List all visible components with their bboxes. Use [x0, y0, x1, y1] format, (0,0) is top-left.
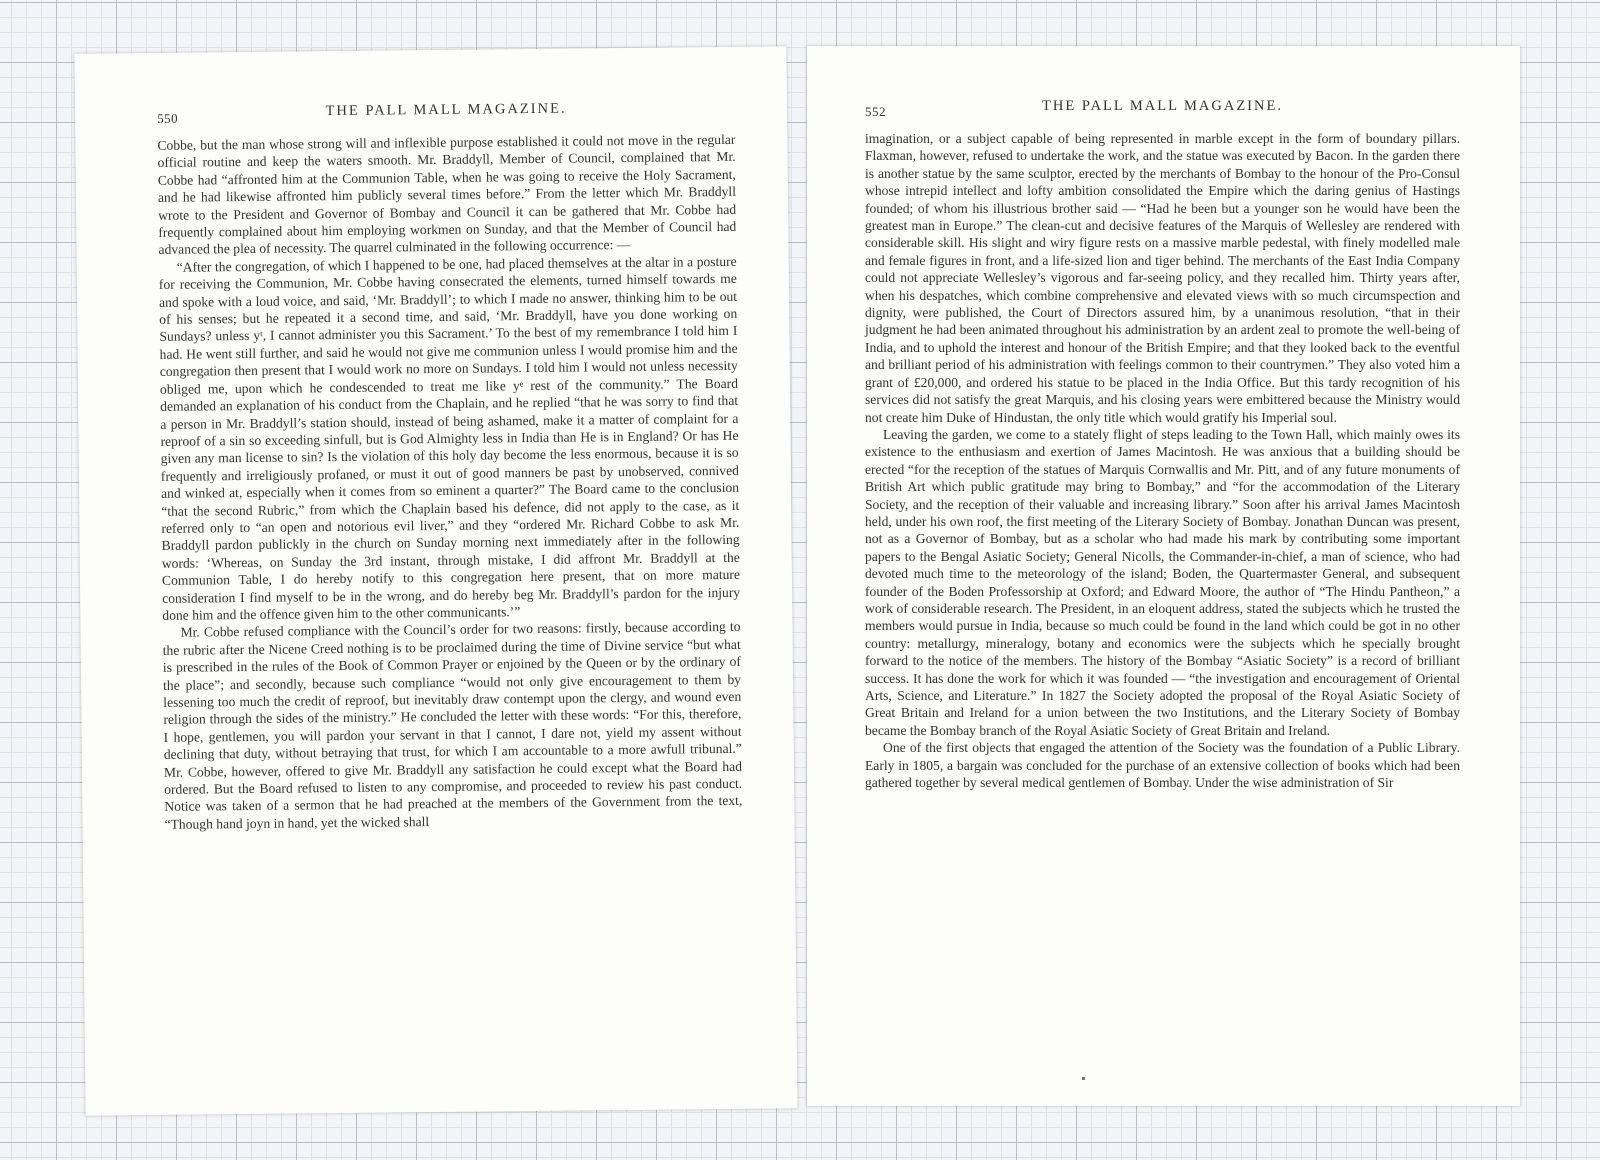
page-body — [157, 131, 742, 833]
paragraph: Cobbe, but the man whose strong will and inflexible purpose established it could not move in the regular official routine and keep the waters smooth. Mr. Braddyll, Member of Council, complained that Mr. Cobbe had “affronted him at the Communion Table, when he was going to receive the Holy Sacrament, and he had likewise affronted him publicly several times before.” From the letter which Mr. Braddyll wrote to the President and Governor of Bombay and Council it can be gathered that Mr. Cobbe had frequently complained about him employing workmen on Sunday, and that the Member of Council had advanced the plea of necessity. The quarrel culminated in the following occurrence: — — [157, 131, 737, 258]
page-header — [865, 98, 1460, 130]
paragraph: Mr. Cobbe refused compliance with the Council’s order for two reasons: firstly, because according to the rubric after the Nicene Creed nothing is to be proclaimed during the time of Divine service “but what is prescribed in the rules of the Book of Common Prayer or enjoined by the Queen or by the ordinary of the place”; and secondly, because such compliance “would not only give encouragement to them by lessening too much the credit of reproof, but inevitably draw contempt upon the clergy, and wound even religion through the sides of the ministry.” He concluded the letter with these words: “For this, therefore, I hope, gentlemen, you will pardon your servant in that I cannot, I dare not, yield my assent without declining that duty, without betraying that trust, for which I am accountable to a more awfull tribunal.” Mr. Cobbe, however, offered to give Mr. Braddyll any satisfaction he could except what the Board had ordered. But the Board refused to listen to any compromise, and proceeded to review his past conduct. Notice was taken of a sermon that he had preached at the members of the Government from the text, “Though hand joyn in hand, yet the wicked shall — [162, 619, 743, 832]
paragraph: Leaving the garden, we come to a stately flight of steps leading to the Town Hall, which mainly owes its existence to the enthusiasm and exertion of James Macintosh. He was anxious that a building should be erected “for the reception of the statues of Marquis Cornwallis and Mr. Pitt, and of any future monuments of British Art which public gratitude may bring to Bombay,” and “for the accommodation of the Literary Society, and the reception of their valuable and increasing library.” Soon after his arrival James Macintosh held, under his own roof, the first meeting of the Literary Society of Bombay. Jonathan Duncan was present, not as a Governor of Bombay, but as a scholar who had made his mark by contributing some important papers to the Bengal Asiatic Society; General Nicolls, the Commander-in-chief, a man of science, who had devoted much time to the meteorology of the island; Boden, the Quartermaster General, and subsequent founder of the Boden Professorship at Oxford; and Edward Moore, the author of “The Hindu Pantheon,” a work of considerable research. The President, in an eloquent address, stated the subjects which he trusted the members would pursue in India, because so much could be found in the land which could be got in no other country: metallurgy, mineralogy, botany and economics were the subjects which he specially brought forward to the notice of the members. The history of the Bombay “Asiatic Society” is a record of brilliant success. It has done the work for which it was founded — “the investigation and encouragement of Oriental Arts, Science, and Literature.” In 1827 the Society adopted the proposal of the Royal Asiatic Society of Great Britain and Ireland for a union between the two Institutions, and the Literary Society of Bombay became the Bombay branch of the Royal Asiatic Society of Great Britain and Ireland. — [865, 426, 1460, 738]
right-page — [807, 46, 1520, 1106]
dust-speck — [1082, 1077, 1085, 1080]
page-number: 550 — [157, 110, 179, 126]
paragraph: One of the first objects that engaged the attention of the Society was the foundation of a Public Library. Early in 1805, a bargain was concluded for the purchase of an extensive collection of books which had been gathered together by several medical gentlemen of Bombay. Under the wise administration of Sir — [865, 740, 1460, 791]
paragraph: “After the congregation, of which I happened to be one, had placed themselves at the altar in a posture for receiving the Communion, Mr. Cobbe having consecrated the elements, turned himself towards me and spoke with a loud voice, and said, ‘Mr. Braddyll’; to which I made no answer, thinking him to be out of his senses; but he repeated it a second time, and said, ‘Mr. Braddyll, have you done working on Sundays? unless yᵗ, I cannot administer you this Sacrament.’ To the best of my remembrance I told him I had. He went still further, and said he would not give me communion unless I would promise him and the congregation then present that I would work no more on Sundays. I told him I would not unless necessity obliged me, upon which he condescended to treat me like yᵉ rest of the community.” The Board demanded an explanation of his conduct from the Chaplain, and he replied “that he was sorry to find that a person in Mr. Braddyll’s station should, instead of being ashamed, make it a matter of complaint for a reproof of a sin so exceeding sinfull, but is God Almighty less in India than He is in England? Or has He given any man license to sin? Is the violation of this holy day become the less enormous, because it is so frequently and irreligiously profaned, or must it out of good manners be past by unobserved, connived and winked at, especially when it comes from so eminent a quarter?” The Board came to the conclusion “that the second Rubric,” from which the Chaplain based his defence, did not apply to the case, as it referred only to “an open and notorious evil liver,” and they “ordered Mr. Richard Cobbe to ask Mr. Braddyll pardon publickly in the church on Sunday morning next immediately after in the following words: ‘Whereas, on Sunday the 3rd instant, through mistake, I did affront Mr. Braddyll at the Communion Table, I do hereby notify to this congregation here present, that on more mature consideration I find myself to be in the wrong, and do hereby beg Mr. Braddyll’s pardon for the injury done him and the offence given him to the other communicants.’” — [158, 253, 741, 623]
page-number: 552 — [865, 104, 886, 119]
left-page — [74, 46, 797, 1115]
page-header — [157, 99, 735, 137]
running-head: THE PALL MALL MAGAZINE. — [325, 100, 567, 120]
paragraph: imagination, or a subject capable of being represented in marble except in the form of boundary pillars. Flaxman, however, refused to undertake the work, and the statue was executed by Bacon. In the garden there is another statue by the same sculptor, erected by the merchants of Bombay to the honour of the Pro-Consul whose intrepid intellect and lofty ambition consolidated the Empire which the daring genius of Hastings founded; of whom his illustrious brother said — “Had he been but a younger son he would have been the greatest man in Europe.” The clean-cut and decisive features of the Marquis of Wellesley are rendered with considerable skill. His slight and wiry figure rests on a massive marble pedestal, with finely modelled male and female figures in front, and a life-sized lion and tiger behind. The merchants of the East India Company could not appreciate Wellesley’s vigorous and far-seeing policy, and they recalled him. Thirty years after, when his despatches, which combine comprehensive and elevated views with so much circumspection and dignity, were published, the Court of Directors assured him, by a unanimous resolution, “that in their judgment he had been animated throughout his administration by an ardent zeal to promote the well-being of India, and to uphold the interest and honour of the British Empire; and that they looked back to the eventful and brilliant period of his administration with feelings common to their countrymen.” They also voted him a grant of £20,000, and ordered his statue to be placed in the India Office. But this tardy recognition of his services did not satisfy the great Marquis, and his closing years were embittered because the Ministry would not create him Duke of Hindustan, the only title which would gratify his Imperial soul. — [865, 131, 1460, 425]
running-head: THE PALL MALL MAGAZINE. — [1042, 98, 1283, 114]
page-body — [865, 130, 1460, 791]
